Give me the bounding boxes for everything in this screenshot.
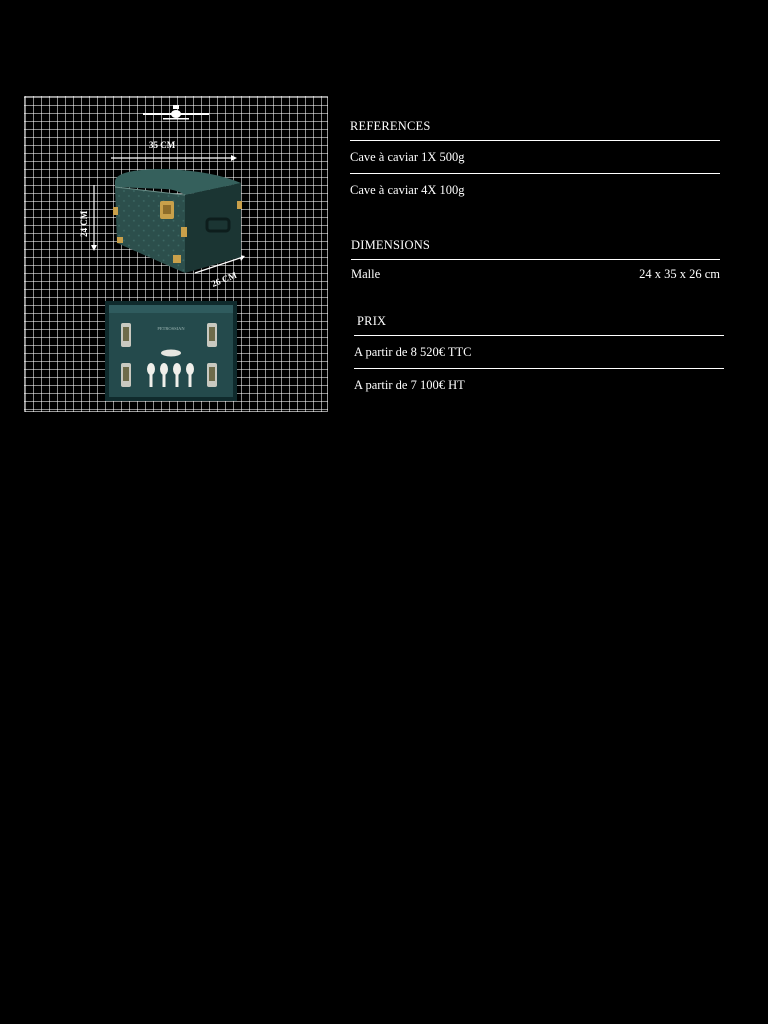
references-title: REFERENCES <box>350 112 720 141</box>
dimensions-value: 24 x 35 x 26 cm <box>639 267 720 281</box>
price-item <box>354 369 724 401</box>
height-label: 24 CM <box>79 210 89 237</box>
caviar-case-illustration <box>105 301 237 401</box>
dimensions-row <box>351 260 720 288</box>
price-item <box>354 336 724 369</box>
case-brand-label: PETROSSIAN <box>157 326 185 331</box>
height-arrow-icon <box>91 185 97 251</box>
reference-item-label: Cave à caviar 1X 500g <box>350 150 465 164</box>
width-label: 35 CM <box>149 140 176 150</box>
dimensions-label: Malle <box>351 267 381 281</box>
dimensions-section <box>351 231 720 288</box>
product-illustration <box>25 97 329 413</box>
price-item-label: A partir de 7 100€ HT <box>354 378 465 392</box>
references-section <box>350 112 720 206</box>
width-arrow-icon <box>111 155 237 161</box>
airplane-icon <box>143 105 209 120</box>
price-section <box>354 307 724 401</box>
price-item-label: A partir de 8 520€ TTC <box>354 345 472 359</box>
depth-label: 26 CM <box>210 269 239 289</box>
reference-item-label: Cave à caviar 4X 100g <box>350 183 465 197</box>
dimensions-title: DIMENSIONS <box>351 231 720 260</box>
reference-item[interactable] <box>350 141 720 174</box>
product-diagram <box>24 96 328 412</box>
reference-item[interactable] <box>350 174 720 206</box>
price-title: PRIX <box>354 307 724 336</box>
trunk-illustration <box>113 169 242 273</box>
